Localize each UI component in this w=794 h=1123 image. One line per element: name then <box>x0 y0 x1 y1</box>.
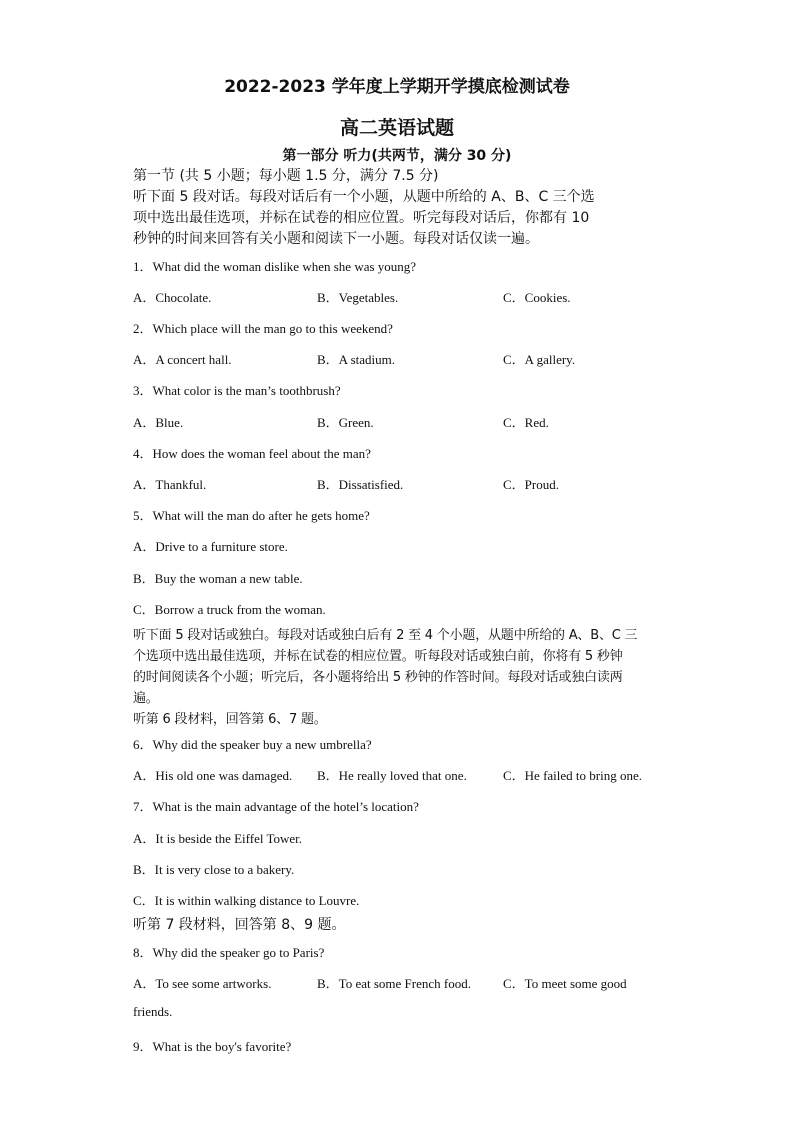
exam-title: 2022-2023 学年度上学期开学摸底检测试卷 <box>224 77 570 97</box>
material-7-heading: 听第 7 段材料，回答第 8、9 题。 <box>133 917 346 933</box>
section2-instruction-line: 遍。 <box>133 691 159 706</box>
option-6c: C．He failed to bring one. <box>503 768 642 783</box>
option-8c: C．To meet some good <box>503 976 627 991</box>
question-2: 2．Which place will the man go to this weekend? <box>133 321 393 336</box>
option-5b: B．Buy the woman a new table. <box>133 571 303 586</box>
question-4: 4．How does the woman feel about the man? <box>133 446 371 461</box>
option-6b: B．He really loved that one. <box>317 768 467 783</box>
option-7c: C．It is within walking distance to Louvre. <box>133 893 360 908</box>
option-1c: C．Cookies. <box>503 290 571 305</box>
option-6a: A．His old one was damaged. <box>133 768 293 783</box>
option-3b: B．Green. <box>317 415 374 430</box>
option-2b: B．A stadium. <box>317 352 396 367</box>
section2-instruction-line: 听下面 5 段对话或独白。每段对话或独白后有 2 至 4 个小题，从题中所给的 A、B、C 三 <box>133 628 638 643</box>
question-1: 1．What did the woman dislike when she was young? <box>133 259 417 274</box>
part-title: 第一部分 听力(共两节，满分 30 分) <box>282 148 512 164</box>
section1-instruction-line: 秒钟的时间来回答有关小题和阅读下一小题。每段对话仅读一遍。 <box>133 231 539 247</box>
option-3c: C．Red. <box>503 415 549 430</box>
question-6: 6．Why did the speaker buy a new umbrella? <box>133 737 372 752</box>
option-4a: A．Thankful. <box>133 477 207 492</box>
option-7a: A．It is beside the Eiffel Tower. <box>133 831 303 846</box>
question-3: 3．What color is the man’s toothbrush? <box>133 383 341 398</box>
option-4b: B．Dissatisfied. <box>317 477 404 492</box>
section2-instruction-line: 的时间阅读各个小题；听完后，各小题将给出 5 秒钟的作答时间。每段对话或独白读两 <box>133 670 623 685</box>
section2-instruction-line: 个选项中选出最佳选项，并标在试卷的相应位置。听每段对话或独白前，你将有 5 秒钟 <box>133 649 623 664</box>
option-2c: C．A gallery. <box>503 352 576 367</box>
question-7: 7．What is the main advantage of the hotel’s location? <box>133 799 419 814</box>
option-1b: B．Vegetables. <box>317 290 399 305</box>
question-8: 8．Why did the speaker go to Paris? <box>133 945 325 960</box>
option-8c-continued: friends. <box>133 1004 173 1019</box>
option-2a: A．A concert hall. <box>133 352 232 367</box>
section1-heading: 第一节 (共 5 小题；每小题 1.5 分，满分 7.5 分) <box>133 168 439 184</box>
option-4c: C．Proud. <box>503 477 559 492</box>
question-9: 9．What is the boy's favorite? <box>133 1039 292 1054</box>
section1-instruction-line: 听下面 5 段对话。每段对话后有一个小题，从题中所给的 A、B、C 三个选 <box>133 189 595 205</box>
option-8b: B．To eat some French food. <box>317 976 471 991</box>
option-8a: A．To see some artworks. <box>133 976 272 991</box>
question-5: 5．What will the man do after he gets home? <box>133 508 370 523</box>
option-7b: B．It is very close to a bakery. <box>133 862 295 877</box>
option-5a: A．Drive to a furniture store. <box>133 539 288 554</box>
material-6-heading: 听第 6 段材料，回答第 6、7 题。 <box>133 712 327 727</box>
exam-subtitle: 高二英语试题 <box>339 117 454 139</box>
section1-instruction-line: 项中选出最佳选项，并标在试卷的相应位置。听完每段对话后，你都有 10 <box>133 210 590 226</box>
option-5c: C．Borrow a truck from the woman. <box>133 602 326 617</box>
option-1a: A．Chocolate. <box>133 290 212 305</box>
option-3a: A．Blue. <box>133 415 184 430</box>
